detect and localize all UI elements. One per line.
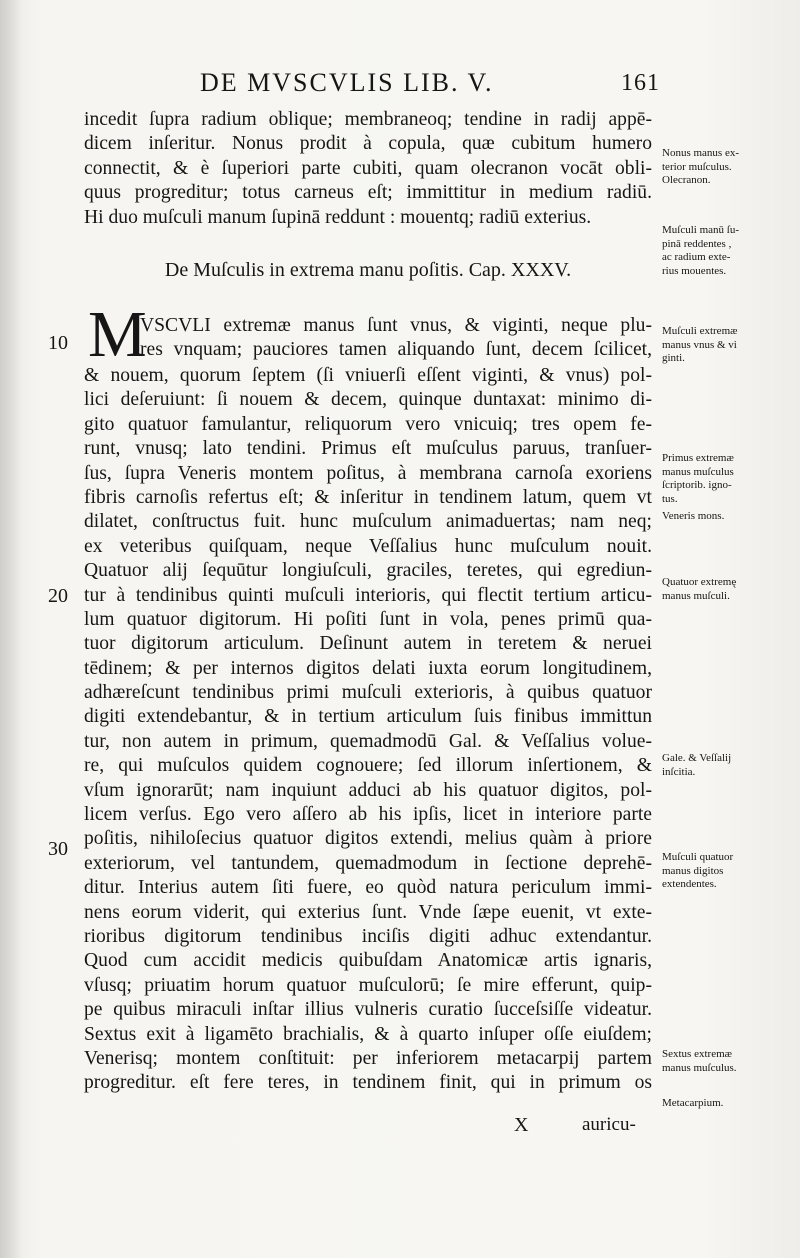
text-line: re, qui muſculos quidem cognouere; ſed illorum inſertionem, & <box>84 755 652 777</box>
margin-note-line: Quatuor extremę <box>662 576 737 588</box>
margin-note-line: Metacarpium. <box>662 1097 724 1109</box>
text-line: Venerisq; montem conſtituit: per inferiorem metacarpij partem <box>84 1047 652 1069</box>
margin-note-line: Sextus extremæ <box>662 1048 732 1060</box>
text-line: fibris carnoſis refertus eſt; & inſeritur in tendinem latum, quem vt <box>84 486 652 508</box>
text-line: ex veteribus quiſquam, neque Veſſalius hunc muſculum nouit. <box>84 535 652 557</box>
text-line: tur, non autem in primum, quemadmodū Gal. & Veſſalius volue- <box>84 730 652 752</box>
text-line: poſitis, nihiloſecius quatuor digitos extendi, melius quàm à priore <box>84 828 652 850</box>
text-line: dilatet, conſtructus fuit. hunc muſculum animaduertas; nam neq; <box>84 511 652 533</box>
margin-note-supina <box>662 224 772 278</box>
margin-note-line: manus digitos <box>662 864 724 877</box>
text-line: exteriorum, vel tantundem, quemadmodum in ſectione deprehē- <box>84 852 652 874</box>
margin-note-line: Nonus manus ex- <box>662 147 739 159</box>
margin-note-line: Veneris mons. <box>662 510 725 522</box>
margin-note-line: ac radium exte- <box>662 251 731 263</box>
margin-note-line: terior muſculus. <box>662 160 732 173</box>
text-line: quus progreditur; totus carneus eſt; immittitur in medium radiū. <box>84 182 652 204</box>
text-line: digiti extendebantur, & in tertium articulum ſuis finibus immittun <box>84 706 652 728</box>
signature-mark: X <box>514 1114 529 1136</box>
text-line: VSCVLI extremæ manus ſunt vnus, & viginti, neque plu- <box>140 315 652 336</box>
margin-note-line: manus vnus & vi <box>662 338 737 351</box>
margin-note-line: Primus extremæ <box>662 452 734 464</box>
drop-cap-initial: M <box>88 298 147 371</box>
margin-note-line: manus muſculus. <box>662 1061 737 1074</box>
text-line: vſum ignorarūt; nam inquiunt adduci ab his quatuor digitos, pol- <box>84 779 652 801</box>
margin-note-line: extendentes. <box>662 878 717 890</box>
margin-note-metacarpium <box>662 1097 772 1111</box>
margin-note-line: manus muſculi. <box>662 589 730 602</box>
margin-note-galenus <box>662 752 772 779</box>
margin-note-line: rius mouentes. <box>662 264 727 277</box>
margin-note-line: ginti. <box>662 352 685 364</box>
text-line: runt, vnusq; lato tendini. Primus eſt muſculus paruus, tranſuer- <box>84 438 652 460</box>
running-header <box>200 68 660 100</box>
text-line: incedit ſupra radium oblique; membraneoq; tendine in radij appē- <box>84 109 652 130</box>
text-line: rioribus digitorum tendinibus inciſis digiti adhuc extendantur. <box>84 925 652 947</box>
line-number: 30 <box>48 838 68 860</box>
margin-note-primus <box>662 452 772 506</box>
margin-note-line: ſcriptorib. igno- <box>662 479 732 491</box>
text-line: res vnquam; pauciores tamen aliquando ſunt, decem ſcilicet, <box>140 339 652 361</box>
gutter-shadow <box>0 0 22 1258</box>
text-line: licem verſus. Ego vero aſſero ab his ipſis, licet in interiore parte <box>84 804 652 826</box>
margin-note-quatuor <box>662 576 772 603</box>
line-number: 10 <box>48 332 68 354</box>
page-number: 161 <box>621 70 660 96</box>
margin-note-nonus <box>662 147 772 188</box>
text-line: Quatuor alij ſequūtur longiuſculi, graciles, teretes, qui egrediun- <box>84 560 652 582</box>
text-line: & nouem, quorum ſeptem (ſi vniuerſi eſſent viginti, & vnus) pol- <box>84 365 652 386</box>
text-block-1 <box>84 108 652 230</box>
text-line: lum quatuor digitorum. Hi poſiti ſunt in vola, penes primū qua- <box>84 608 652 630</box>
margin-note-line: Olecranon. <box>662 174 711 186</box>
catchword: auricu- <box>582 1114 636 1135</box>
margin-note-line: Gale. & Veſſalij <box>662 752 732 764</box>
chapter-heading: De Muſculis in extrema manu poſitis. Cap. XXXV. <box>164 259 572 281</box>
margin-note-line: inſcitia. <box>662 765 696 778</box>
text-line: tēdinem; & per internos digitos delati iuxta eorum longitudinem, <box>84 657 652 679</box>
margin-note-extremae <box>662 325 772 366</box>
line-number: 20 <box>48 585 68 607</box>
text-line: pe quibus miraculi inſtar illius vulneris curatio ſucceſsiſſe videatur. <box>84 999 652 1021</box>
margin-note-sextus <box>662 1048 772 1075</box>
text-line: lici deſeruiunt: ſi nouem & decem, quinque duntaxat: minimo di- <box>84 389 652 411</box>
text-line: dicem inſeritur. Nonus prodit à copula, quæ cubitum humero <box>84 133 652 155</box>
text-line: Quod cum accidit medicis quibuſdam Anatomicæ artis ignaris, <box>84 950 652 972</box>
text-line: gito quatuor famulantur, reliquorum vero vnicuiq; tres opem fe- <box>84 413 652 435</box>
header-title: DE MVSCVLIS LIB. V. <box>200 68 494 97</box>
text-line: tur à tendinibus quinti muſculi interioris, qui flectit tertium articu- <box>84 584 652 606</box>
text-line: nens eorum viderit, qui exterius ſunt. Vnde ſæpe euenit, vt exte- <box>84 901 652 923</box>
margin-note-line: Muſculi quatuor <box>662 851 734 863</box>
text-line: progreditur. eſt fere teres, in tendinem finit, qui in primum os <box>84 1072 652 1094</box>
margin-note-extendentes <box>662 851 772 892</box>
text-line: adhæreſcunt tendinibus primi muſculi exterioris, à quibus quatuor <box>84 682 652 704</box>
margin-note-line: manus muſculus <box>662 465 734 478</box>
text-line: ſus, ſupra Veneris montem poſitus, à membrana carnoſa exoriens <box>84 462 652 484</box>
text-line: vſusq; priuatim horum quatuor muſculorū; ſe mire efferunt, quip- <box>84 974 652 996</box>
text-block-2-opening <box>140 314 652 363</box>
text-block-2 <box>84 364 652 1096</box>
text-line: connectit, & è ſuperiori parte cubiti, quam olecranon vocāt obli- <box>84 157 652 179</box>
text-line: Hi duo muſculi manum ſupinā reddunt : mouentq; radiū exterius. <box>84 206 592 228</box>
text-line: Sextus exit à ligamēto brachialis, & à quarto inſuper oſſe eiuſdem; <box>84 1023 652 1045</box>
margin-note-line: Muſculi manū ſu- <box>662 224 739 236</box>
text-line: ditur. Interius autem ſiti fuere, eo quòd natura periculum immi- <box>84 877 652 899</box>
margin-note-veneris <box>662 510 772 524</box>
text-line: tuor digitorum articulum. Deſinunt autem in teretem & neruei <box>84 633 652 655</box>
margin-note-line: Muſculi extremæ <box>662 325 738 337</box>
margin-note-line: tus. <box>662 492 678 505</box>
margin-note-line: pinā reddentes , <box>662 237 732 250</box>
